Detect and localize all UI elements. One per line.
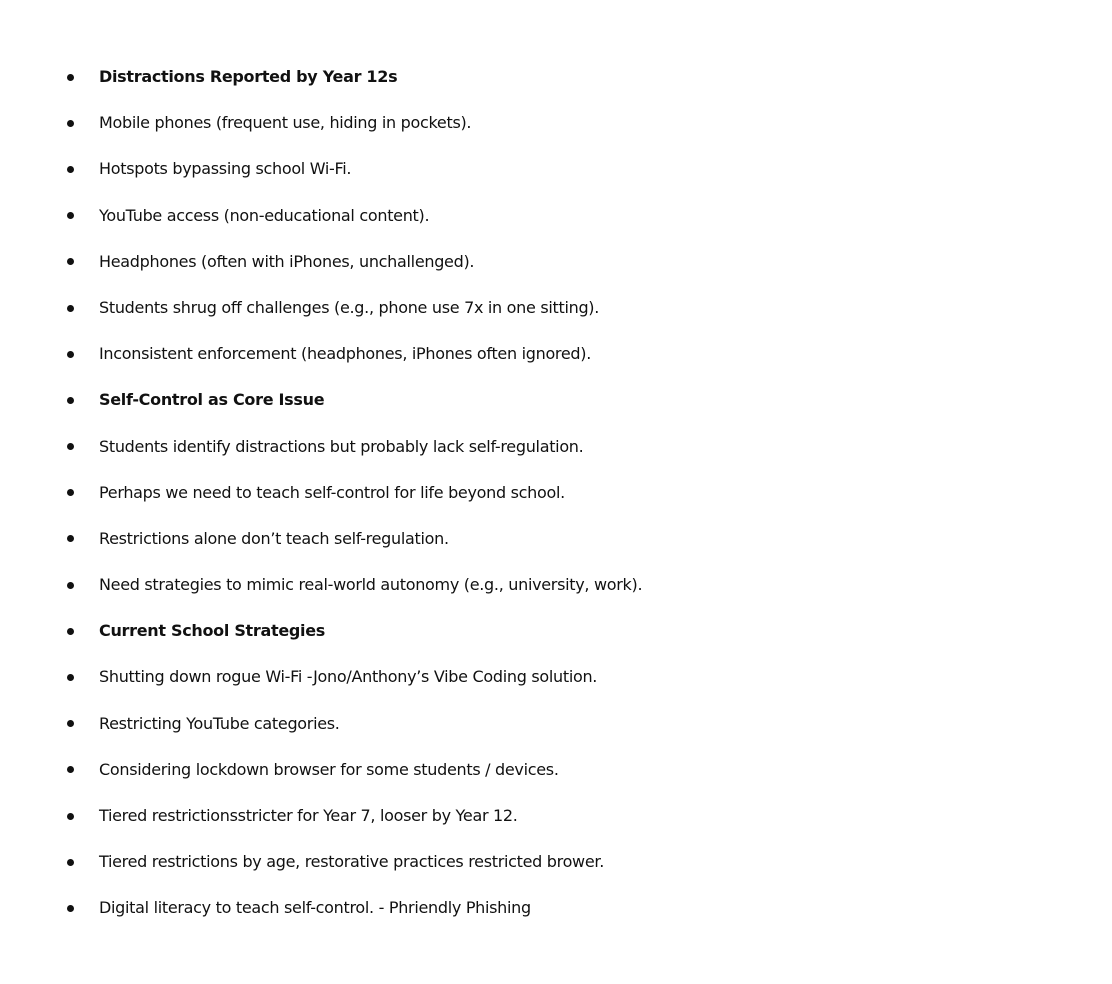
list-item-text: YouTube access (non-educational content). xyxy=(99,205,430,225)
bullet-icon xyxy=(67,166,74,173)
list-item-text: Self-Control as Core Issue xyxy=(99,390,325,410)
list-item xyxy=(0,562,1112,608)
list-item xyxy=(0,701,1112,747)
list-item xyxy=(0,470,1112,516)
bullet-icon xyxy=(67,905,74,912)
list-item xyxy=(0,608,1112,654)
list-item-text: Inconsistent enforcement (headphones, iPhones often ignored). xyxy=(99,344,591,364)
list-item xyxy=(0,516,1112,562)
notes-list xyxy=(0,54,1112,932)
list-item xyxy=(0,146,1112,192)
bullet-icon xyxy=(67,120,74,127)
bullet-icon xyxy=(67,212,74,219)
list-item xyxy=(0,377,1112,423)
list-item-text: Restrictions alone don’t teach self-regulation. xyxy=(99,528,449,548)
list-item-text: Tiered restrictionsstricter for Year 7, looser by Year 12. xyxy=(99,806,518,825)
list-item-text: Students identify distractions but probably lack self-regulation. xyxy=(99,436,584,456)
list-item-text: Headphones (often with iPhones, unchallenged). xyxy=(99,251,475,271)
bullet-icon xyxy=(67,258,74,265)
list-item xyxy=(0,424,1112,470)
list-item xyxy=(0,54,1112,100)
bullet-icon xyxy=(67,443,74,450)
bullet-icon xyxy=(67,628,74,635)
bullet-icon xyxy=(67,305,74,312)
list-item xyxy=(0,793,1112,839)
list-item xyxy=(0,100,1112,146)
bullet-icon xyxy=(67,674,74,681)
list-item xyxy=(0,839,1112,885)
list-item xyxy=(0,885,1112,931)
bullet-icon xyxy=(67,582,74,589)
bullet-icon xyxy=(67,489,74,496)
list-item-text: Distractions Reported by Year 12s xyxy=(99,67,398,86)
bullet-icon xyxy=(67,535,74,542)
list-item xyxy=(0,747,1112,793)
list-item xyxy=(0,654,1112,700)
bullet-icon xyxy=(67,351,74,358)
list-item-text: Shutting down rogue Wi-Fi -Jono/Anthony’s Vibe Coding solution. xyxy=(99,667,598,687)
list-item-text: Mobile phones (frequent use, hiding in pockets). xyxy=(99,113,472,133)
bullet-icon xyxy=(67,813,74,820)
list-item-text: Tiered restrictions by age, restorative practices restricted brower. xyxy=(99,852,604,872)
list-item-text: Need strategies to mimic real-world autonomy (e.g., university, work). xyxy=(99,575,643,595)
list-item-text: Students shrug off challenges (e.g., phone use 7x in one sitting). xyxy=(99,297,600,317)
list-item-text: Hotspots bypassing school Wi-Fi. xyxy=(99,159,352,179)
list-item xyxy=(0,331,1112,377)
bullet-icon xyxy=(67,397,74,404)
list-item-text: Digital literacy to teach self-control. - Phriendly Phishing xyxy=(99,898,531,918)
list-item-text: Current School Strategies xyxy=(99,621,325,641)
bullet-icon xyxy=(67,859,74,866)
list-item xyxy=(0,193,1112,239)
list-item xyxy=(0,239,1112,285)
list-item-text: Perhaps we need to teach self-control for life beyond school. xyxy=(99,482,565,502)
list-item xyxy=(0,285,1112,331)
bullet-icon xyxy=(67,74,74,81)
bullet-icon xyxy=(67,766,74,773)
list-item-text: Considering lockdown browser for some students / devices. xyxy=(99,759,559,779)
list-item-text: Restricting YouTube categories. xyxy=(99,713,340,733)
bullet-icon xyxy=(67,720,74,727)
